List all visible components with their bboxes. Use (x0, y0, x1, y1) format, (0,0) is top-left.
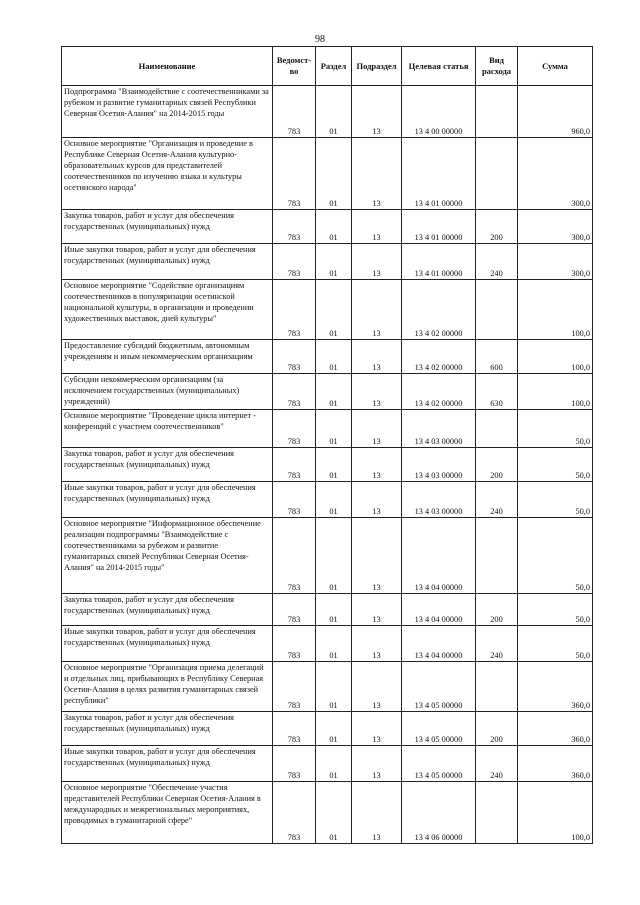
row-target: 13 4 05 00000 (402, 712, 476, 746)
row-subsection: 13 (352, 626, 402, 662)
row-target: 13 4 04 00000 (402, 626, 476, 662)
row-subsection: 13 (352, 662, 402, 712)
row-subsection: 13 (352, 138, 402, 210)
row-sum: 960,0 (518, 86, 593, 138)
row-subsection: 13 (352, 518, 402, 594)
page-number: 98 (315, 34, 325, 45)
row-type: 600 (476, 340, 518, 374)
row-section: 01 (316, 626, 352, 662)
row-name: Основное мероприятие "Проведение цикла интернет - конференций с участием соотечественников" (62, 410, 273, 448)
row-subsection: 13 (352, 746, 402, 782)
row-name: Закупка товаров, работ и услуг для обеспечения государственных (муниципальных) нужд (62, 448, 273, 482)
row-dept: 783 (273, 210, 316, 244)
table-row (62, 518, 593, 594)
row-subsection: 13 (352, 410, 402, 448)
row-dept: 783 (273, 746, 316, 782)
row-subsection: 13 (352, 594, 402, 626)
row-sum: 100,0 (518, 374, 593, 410)
row-section: 01 (316, 518, 352, 594)
row-sum: 50,0 (518, 410, 593, 448)
table-row (62, 410, 593, 448)
row-name: Предоставление субсидий бюджетным, автономным учреждениям и иным некоммерческим организациям (62, 340, 273, 374)
header-type: Вид расхода (476, 47, 518, 86)
row-type: 240 (476, 746, 518, 782)
header-sum: Сумма (518, 47, 593, 86)
row-target: 13 4 05 00000 (402, 662, 476, 712)
row-name: Основное мероприятие "Содействие организациям соотечественников в популяризации осетинской национальной культуры, в организации и проведении художественных выставок, дней культуры" (62, 280, 273, 340)
row-type (476, 662, 518, 712)
header-name: Наименование (62, 47, 273, 86)
row-section: 01 (316, 448, 352, 482)
row-type: 200 (476, 210, 518, 244)
row-name: Закупка товаров, работ и услуг для обеспечения государственных (муниципальных) нужд (62, 712, 273, 746)
row-dept: 783 (273, 594, 316, 626)
row-dept: 783 (273, 782, 316, 844)
row-type (476, 138, 518, 210)
row-name: Подпрограмма "Взаимодействие с соотечественниками за рубежом и развитие гуманитарных связей Республики Северная Осетия-Алания" на 2014-2015 годы (62, 86, 273, 138)
table-header-row (62, 47, 593, 86)
table-row (62, 280, 593, 340)
row-sum: 100,0 (518, 782, 593, 844)
row-sum: 300,0 (518, 244, 593, 280)
row-dept: 783 (273, 448, 316, 482)
row-subsection: 13 (352, 86, 402, 138)
row-target: 13 4 02 00000 (402, 340, 476, 374)
row-type: 200 (476, 448, 518, 482)
row-dept: 783 (273, 482, 316, 518)
row-sum: 100,0 (518, 280, 593, 340)
row-sum: 50,0 (518, 482, 593, 518)
table-row (62, 244, 593, 280)
row-sum: 50,0 (518, 518, 593, 594)
row-dept: 783 (273, 410, 316, 448)
row-dept: 783 (273, 340, 316, 374)
row-target: 13 4 02 00000 (402, 374, 476, 410)
row-section: 01 (316, 340, 352, 374)
row-dept: 783 (273, 280, 316, 340)
row-target: 13 4 03 00000 (402, 482, 476, 518)
table-row (62, 594, 593, 626)
row-target: 13 4 01 00000 (402, 244, 476, 280)
row-sum: 50,0 (518, 626, 593, 662)
header-subsection: Подраздел (352, 47, 402, 86)
row-dept: 783 (273, 518, 316, 594)
row-type: 200 (476, 712, 518, 746)
row-target: 13 4 05 00000 (402, 746, 476, 782)
row-type (476, 86, 518, 138)
table-row (62, 86, 593, 138)
row-subsection: 13 (352, 244, 402, 280)
row-name: Основное мероприятие "Обеспечение участия представителей Республики Северная Осетия-Алания в международных и межрегиональных мероприятиях, проводимых в гуманитарной сфере" (62, 782, 273, 844)
row-subsection: 13 (352, 482, 402, 518)
row-sum: 360,0 (518, 662, 593, 712)
row-type (476, 280, 518, 340)
row-dept: 783 (273, 712, 316, 746)
row-section: 01 (316, 374, 352, 410)
row-name: Иные закупки товаров, работ и услуг для обеспечения государственных (муниципальных) нужд (62, 746, 273, 782)
table-row (62, 712, 593, 746)
table-row (62, 626, 593, 662)
row-name: Закупка товаров, работ и услуг для обеспечения государственных (муниципальных) нужд (62, 210, 273, 244)
row-section: 01 (316, 712, 352, 746)
row-type: 240 (476, 482, 518, 518)
row-dept: 783 (273, 86, 316, 138)
table-row (62, 210, 593, 244)
row-dept: 783 (273, 138, 316, 210)
row-section: 01 (316, 86, 352, 138)
row-subsection: 13 (352, 340, 402, 374)
row-type (476, 782, 518, 844)
table-row (62, 662, 593, 712)
row-name: Основное мероприятие "Информационное обеспечение реализации подпрограммы "Взаимодействие с соотечественниками за рубежом и развитие гуманитарных связей Республики Северная Осетия-Алания" на 2014-2015 годы" (62, 518, 273, 594)
row-target: 13 4 04 00000 (402, 594, 476, 626)
row-subsection: 13 (352, 210, 402, 244)
row-type: 240 (476, 626, 518, 662)
row-type: 630 (476, 374, 518, 410)
row-name: Основное мероприятие "Организация приема делегаций и отдельных лиц, прибывающих в Республику Северная Осетия-Алания в целях развития гуманитарных связей республики" (62, 662, 273, 712)
row-sum: 50,0 (518, 448, 593, 482)
row-dept: 783 (273, 374, 316, 410)
row-section: 01 (316, 662, 352, 712)
row-name: Иные закупки товаров, работ и услуг для обеспечения государственных (муниципальных) нужд (62, 626, 273, 662)
row-section: 01 (316, 410, 352, 448)
row-section: 01 (316, 280, 352, 340)
row-target: 13 4 06 00000 (402, 782, 476, 844)
row-subsection: 13 (352, 712, 402, 746)
row-dept: 783 (273, 662, 316, 712)
row-dept: 783 (273, 244, 316, 280)
row-subsection: 13 (352, 280, 402, 340)
row-subsection: 13 (352, 448, 402, 482)
row-sum: 100,0 (518, 340, 593, 374)
row-sum: 360,0 (518, 712, 593, 746)
row-section: 01 (316, 138, 352, 210)
table-row (62, 782, 593, 844)
budget-table (61, 46, 593, 844)
row-type: 240 (476, 244, 518, 280)
row-name: Основное мероприятие "Организация и проведение в Республике Северная Осетия-Алания культурно-образовательных курсов для представителей соотечественников по изучению языка и культуры осетинского народа" (62, 138, 273, 210)
table-row (62, 374, 593, 410)
row-section: 01 (316, 244, 352, 280)
row-sum: 50,0 (518, 594, 593, 626)
table-row (62, 138, 593, 210)
row-target: 13 4 03 00000 (402, 448, 476, 482)
row-target: 13 4 01 00000 (402, 210, 476, 244)
row-subsection: 13 (352, 782, 402, 844)
row-subsection: 13 (352, 374, 402, 410)
row-target: 13 4 00 00000 (402, 86, 476, 138)
row-type: 200 (476, 594, 518, 626)
row-type (476, 410, 518, 448)
row-section: 01 (316, 210, 352, 244)
header-dept: Ведомст-во (273, 47, 316, 86)
row-section: 01 (316, 594, 352, 626)
table-row (62, 746, 593, 782)
row-name: Иные закупки товаров, работ и услуг для обеспечения государственных (муниципальных) нужд (62, 482, 273, 518)
row-target: 13 4 02 00000 (402, 280, 476, 340)
row-sum: 300,0 (518, 138, 593, 210)
row-section: 01 (316, 746, 352, 782)
table-row (62, 448, 593, 482)
row-sum: 360,0 (518, 746, 593, 782)
row-target: 13 4 01 00000 (402, 138, 476, 210)
row-dept: 783 (273, 626, 316, 662)
row-name: Закупка товаров, работ и услуг для обеспечения государственных (муниципальных) нужд (62, 594, 273, 626)
row-section: 01 (316, 482, 352, 518)
row-type (476, 518, 518, 594)
header-section: Раздел (316, 47, 352, 86)
row-name: Субсидии некоммерческим организациям (за исключением государственных (муниципальных) учреждений) (62, 374, 273, 410)
row-section: 01 (316, 782, 352, 844)
table-row (62, 340, 593, 374)
row-target: 13 4 04 00000 (402, 518, 476, 594)
header-target: Целевая статья (402, 47, 476, 86)
row-target: 13 4 03 00000 (402, 410, 476, 448)
row-name: Иные закупки товаров, работ и услуг для обеспечения государственных (муниципальных) нужд (62, 244, 273, 280)
table-row (62, 482, 593, 518)
row-sum: 300,0 (518, 210, 593, 244)
